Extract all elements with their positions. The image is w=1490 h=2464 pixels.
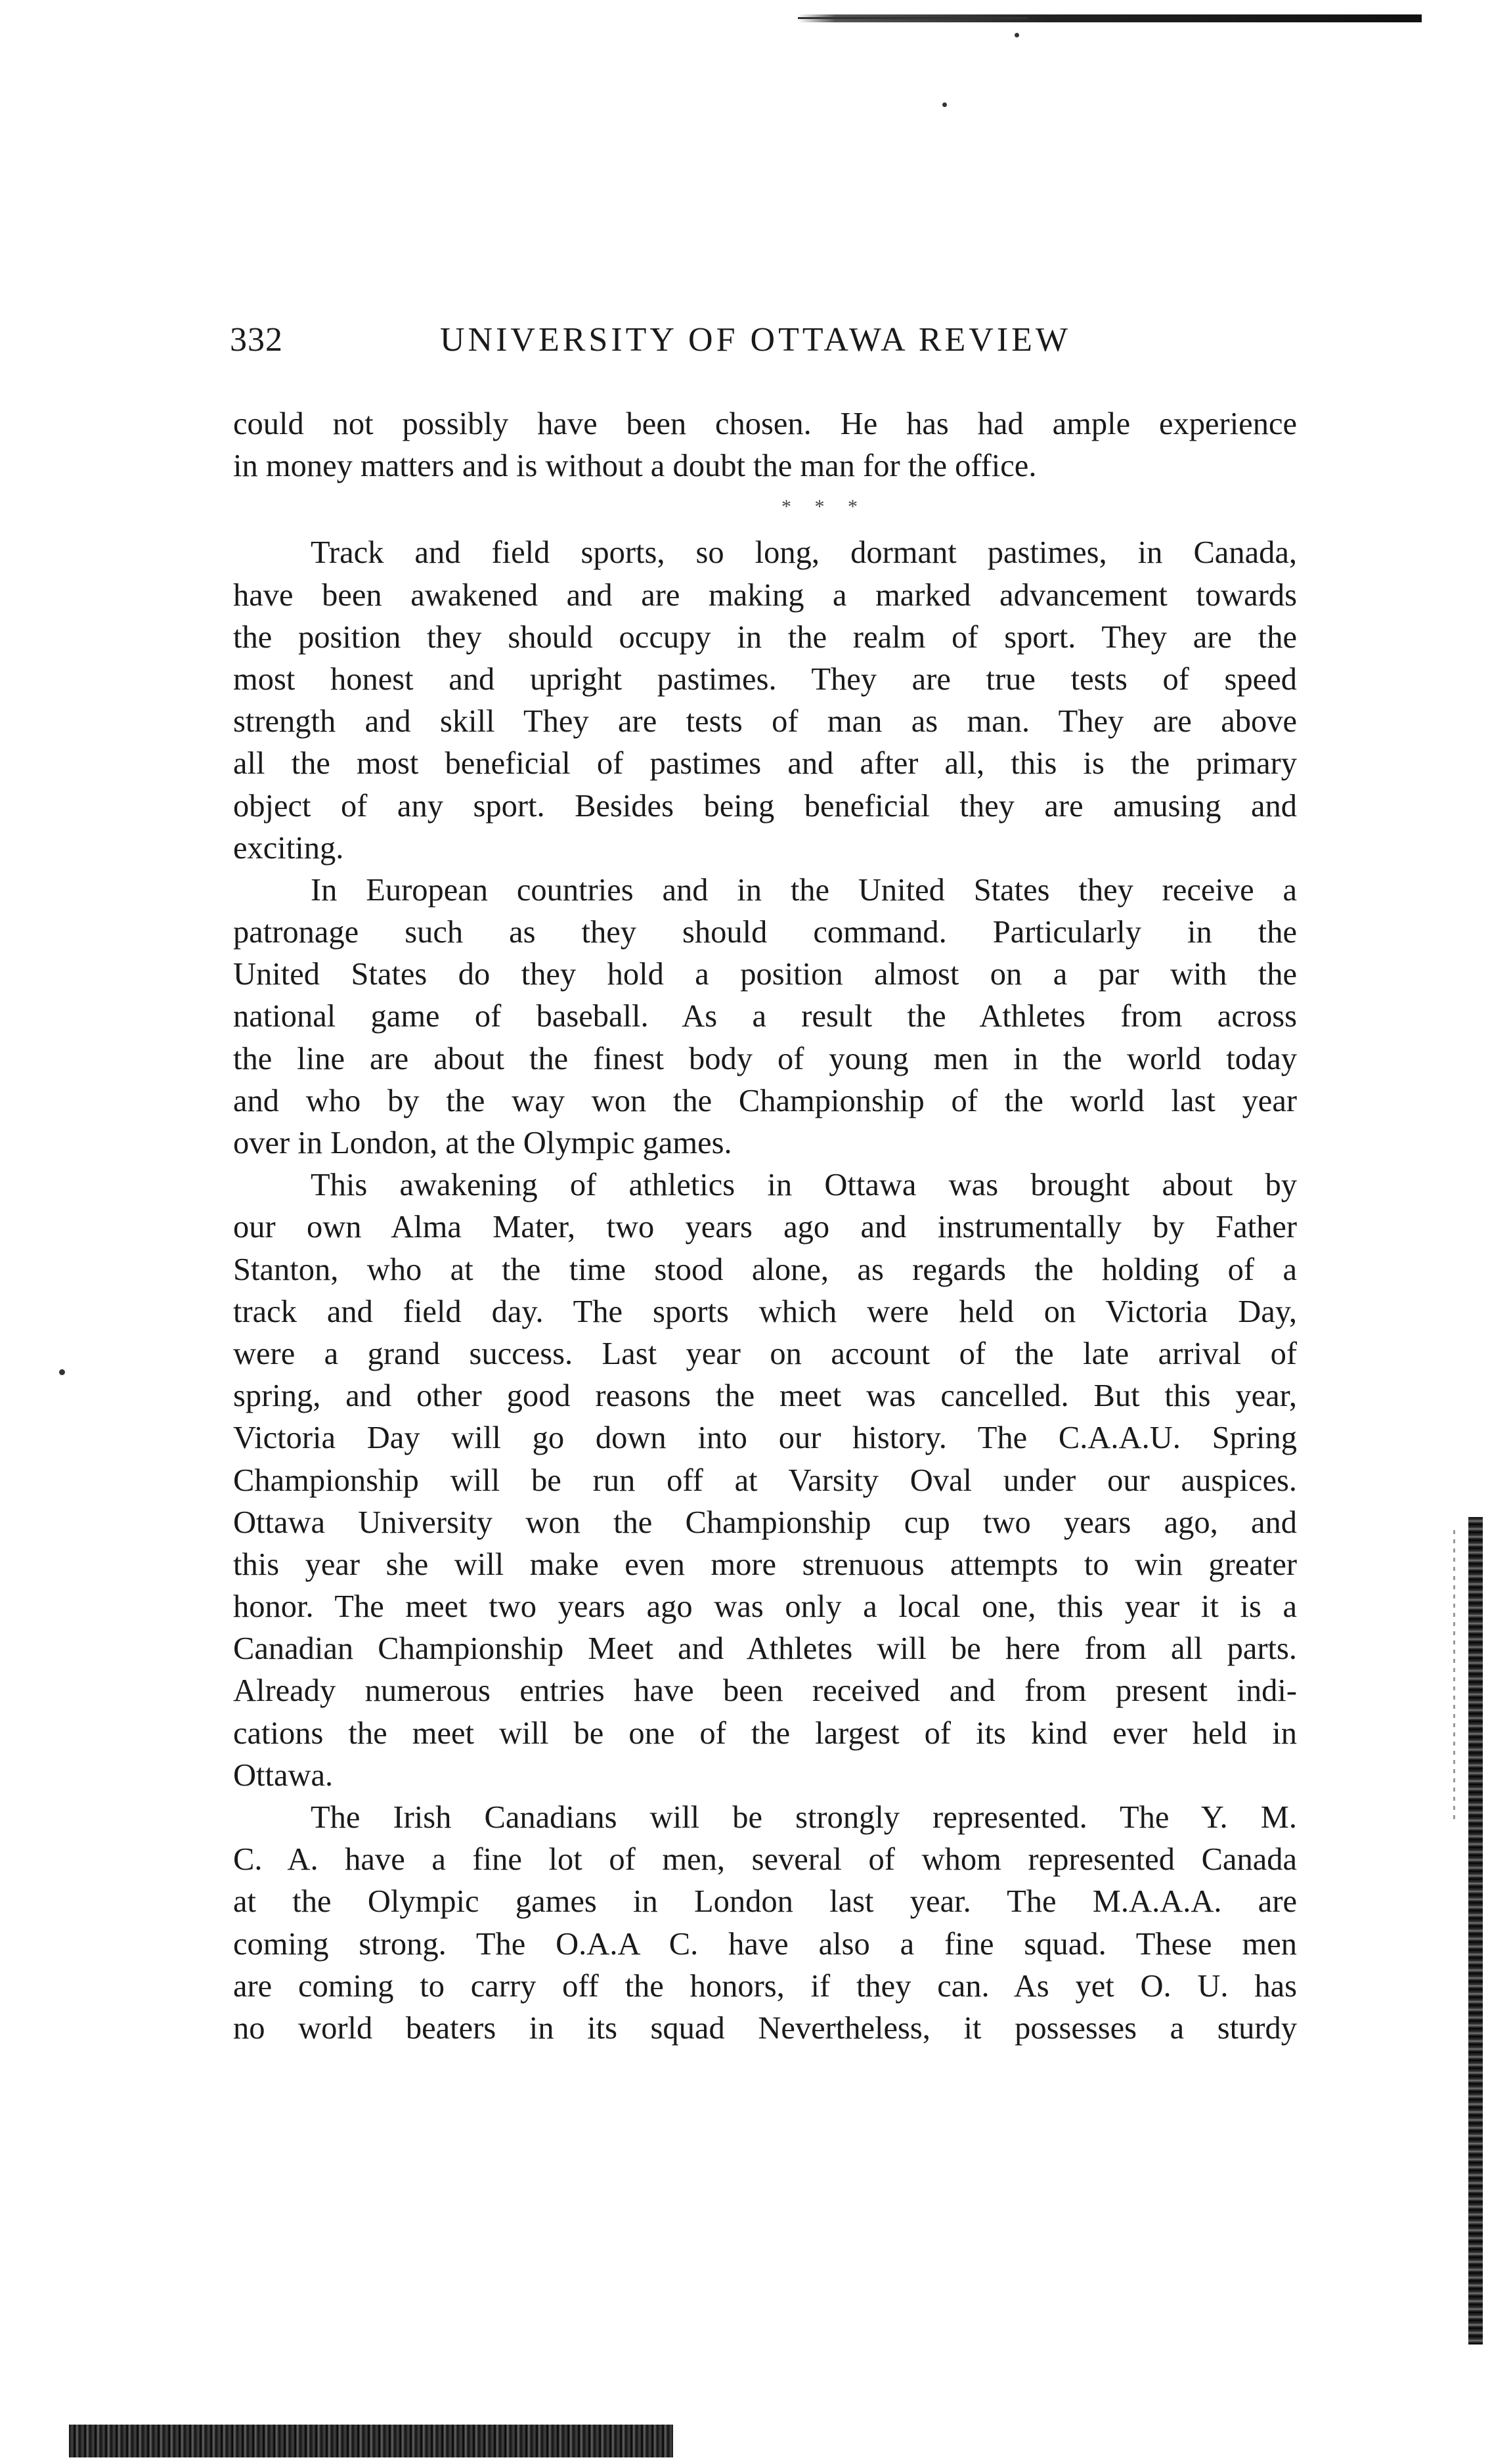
text-line: the position they should occupy in the realm of sport. They are the [233, 619, 1297, 655]
text-line: strength and skill They are tests of man as man. They are above [233, 704, 1297, 739]
scan-right-edge [1468, 1517, 1483, 2344]
text-line: cations the meet will be one of the largest of its kind ever held in [233, 1715, 1297, 1751]
text-line: spring, and other good reasons the meet was cancelled. But this year, [233, 1378, 1297, 1414]
text-line: track and field day. The sports which were held on Victoria Day, [233, 1294, 1297, 1329]
text-line: United States do they hold a position almost on a par with the [233, 957, 1297, 992]
text-line: national game of baseball. As a result the Athletes from across [233, 999, 1297, 1034]
text-line: most honest and upright pastimes. They are true tests of speed [233, 661, 1297, 697]
text-line: our own Alma Mater, two years ago and instrumentally by Father [233, 1210, 1297, 1245]
text-line: over in London, at the Olympic games. [233, 1126, 732, 1160]
scan-speck [1015, 33, 1019, 37]
text-line: Track and field sports, so long, dormant pastimes, in Canada, [311, 535, 1297, 571]
text-line: honor. The meet two years ago was only a local one, this year it is a [233, 1589, 1297, 1625]
text-line: Victoria Day will go down into our history. The C.A.A.U. Spring [233, 1420, 1297, 1456]
scan-right-edge-faint [1453, 1530, 1455, 1819]
text-line: Ottawa University won the Championship cup two years ago, and [233, 1505, 1297, 1540]
text-line: exciting. [233, 830, 344, 866]
article-body [233, 403, 1297, 2050]
text-line: could not possibly have been chosen. He has had ample experience [233, 407, 1297, 441]
scan-top-rule-thin [798, 17, 1028, 19]
page-number: 332 [230, 321, 283, 359]
text-line: This awakening of athletics in Ottawa was brought about by [311, 1168, 1297, 1203]
text-line: were a grand success. Last year on account of the late arrival of [233, 1336, 1297, 1371]
text-line: Already numerous entries have been received and from present indi- [233, 1673, 1297, 1709]
text-line: Stanton, who at the time stood alone, as regards the holding of a [233, 1252, 1297, 1287]
text-line: are coming to carry off the honors, if they can. As yet O. U. has [233, 1968, 1297, 2004]
text-line: Canadian Championship Meet and Athletes will be here from all parts. [233, 1631, 1297, 1667]
text-line: Championship will be run off at Varsity Oval under our auspices. [233, 1463, 1297, 1498]
running-head: UNIVERSITY OF OTTAWA REVIEW [440, 321, 1071, 359]
text-line: Ottawa. [233, 1757, 334, 1793]
text-line: all the most beneficial of pastimes and after all, this is the primary [233, 746, 1297, 781]
text-line: at the Olympic games in London last year. The M.A.A.A. are [233, 1884, 1297, 1920]
text-line: no world beaters in its squad Nevertheless, it possesses a sturdy [233, 2010, 1297, 2046]
text-line: In European countries and in the United States they receive a [311, 872, 1297, 908]
text-line: object of any sport. Besides being beneficial they are amusing and [233, 788, 1297, 824]
page-header [230, 320, 1300, 373]
text-line: in money matters and is without a doubt the man for the office. [233, 449, 1037, 484]
scan-speck [59, 1369, 65, 1375]
scan-speck [942, 102, 947, 107]
text-line: patronage such as they should command. Particularly in the [233, 915, 1297, 950]
text-line: this year she will make even more strenuous attempts to win greater [233, 1547, 1297, 1582]
scan-bottom-bar [69, 2425, 673, 2457]
section-separator: * * * [781, 496, 867, 518]
text-line: The Irish Canadians will be strongly represented. The Y. M. [311, 1800, 1297, 1835]
text-line: coming strong. The O.A.A C. have also a fine squad. These men [233, 1926, 1297, 1962]
text-line: C. A. have a fine lot of men, several of whom represented Canada [233, 1842, 1297, 1878]
text-line: and who by the way won the Championship of the world last year [233, 1083, 1297, 1118]
text-line: have been awakened and are making a marked advancement towards [233, 577, 1297, 613]
text-line: the line are about the finest body of young men in the world today [233, 1041, 1297, 1076]
